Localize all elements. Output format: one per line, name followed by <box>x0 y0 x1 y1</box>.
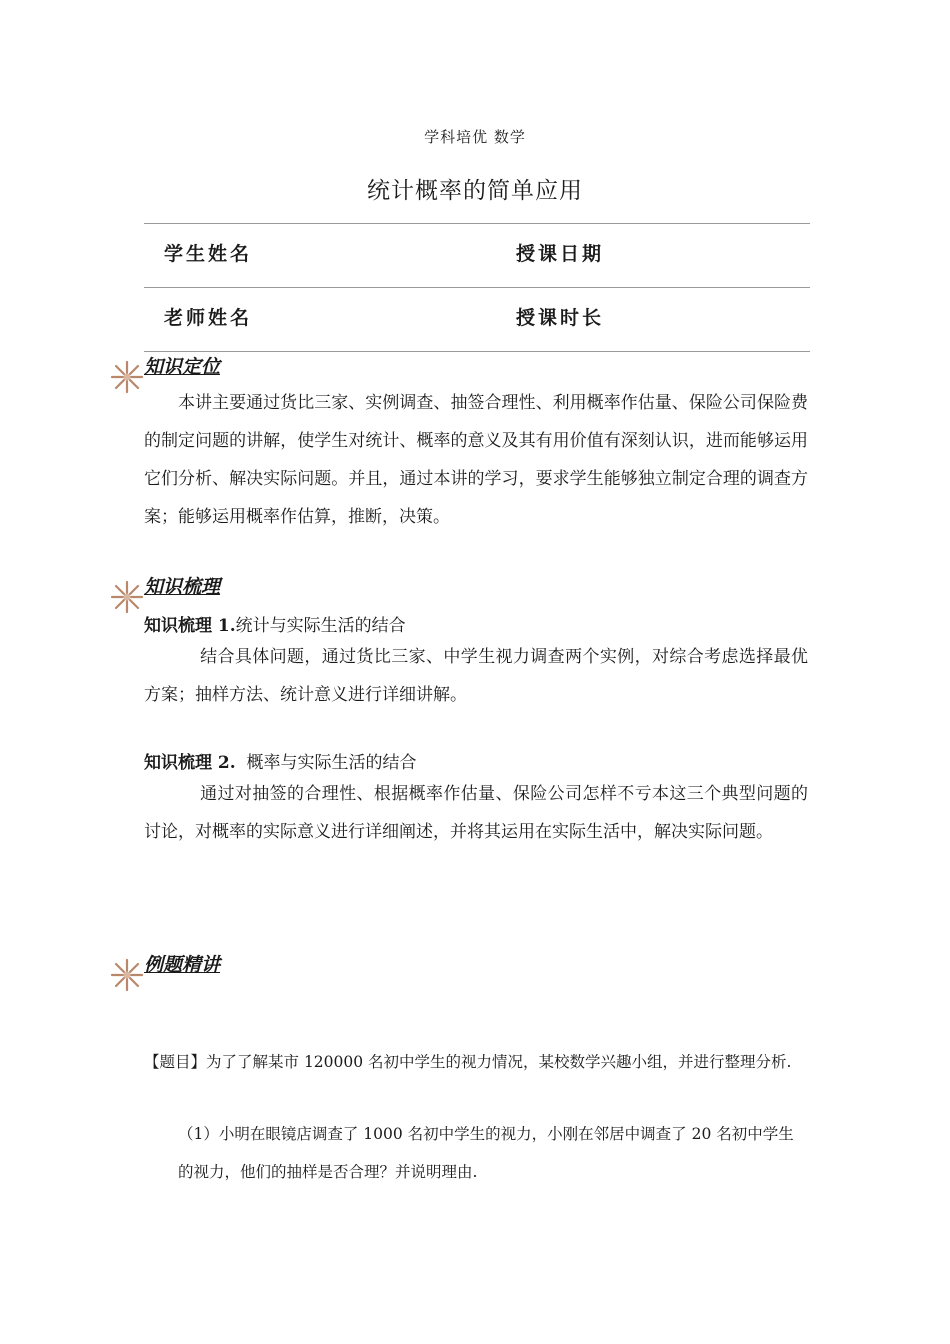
positioning-paragraph: 本讲主要通过货比三家、实例调查、抽签合理性、利用概率作估量、保险公司保险费的制定问题的讲解，使学生对统计、概率的意义及其有用价值有深刻认识，进而能够运用它们分析、解决实际问题。并且，通过本讲的学习，要求学生能够独立制定合理的调查方案；能够运用概率作估算，推断，决策。 <box>144 393 808 527</box>
starburst-icon <box>110 580 144 614</box>
review-item-1-label: 知识梳理 1. <box>144 616 236 636</box>
info-row <box>144 223 810 287</box>
review-item-1-paragraph: 结合具体问题，通过货比三家、中学生视力调查两个实例，对综合考虑选择最优方案；抽样方法、统计意义进行详细讲解。 <box>144 647 808 705</box>
starburst-icon <box>110 360 144 394</box>
section-title: 知识梳理 <box>144 576 221 598</box>
info-table <box>144 223 810 352</box>
starburst-icon <box>110 958 144 992</box>
problem-text: 为了了解某市 120000 名初中学生的视力情况，某校数学兴趣小组，并进行整理分析. <box>206 1053 792 1071</box>
section-heading-examples <box>110 950 410 986</box>
section-title: 例题精讲 <box>144 954 221 976</box>
student-name-label: 学生姓名 <box>164 243 253 265</box>
review-item-2-title: 概率与实际生活的结合 <box>235 753 417 773</box>
review-item-1-heading <box>144 611 406 636</box>
problem-statement <box>144 1043 808 1081</box>
section-heading-positioning <box>110 352 410 388</box>
section-heading-review <box>110 572 410 608</box>
problem-tag: 【题目】 <box>144 1053 207 1071</box>
class-date-label: 授课日期 <box>516 243 605 265</box>
class-duration-label: 授课时长 <box>516 307 605 329</box>
review-item-1-title: 统计与实际生活的结合 <box>235 616 406 636</box>
section-title: 知识定位 <box>144 356 221 378</box>
teacher-name-label: 老师姓名 <box>164 307 253 329</box>
info-row <box>144 287 810 352</box>
page-title: 统计概率的简单应用 <box>367 178 583 204</box>
subject-header: 学科培优 数学 <box>424 128 526 146</box>
question-1: （1）小明在眼镜店调查了 1000 名初中学生的视力，小刚在邻居中调查了 20 名初中学生的视力，他们的抽样是否合理？并说明理由. <box>178 1125 794 1181</box>
review-item-2-label: 知识梳理 2. <box>144 753 236 773</box>
review-item-2-heading <box>144 748 416 773</box>
review-item-2-paragraph: 通过对抽签的合理性、根据概率作估量、保险公司怎样不亏本这三个典型问题的讨论，对概率的实际意义进行详细阐述，并将其运用在实际生活中，解决实际问题。 <box>144 784 808 842</box>
